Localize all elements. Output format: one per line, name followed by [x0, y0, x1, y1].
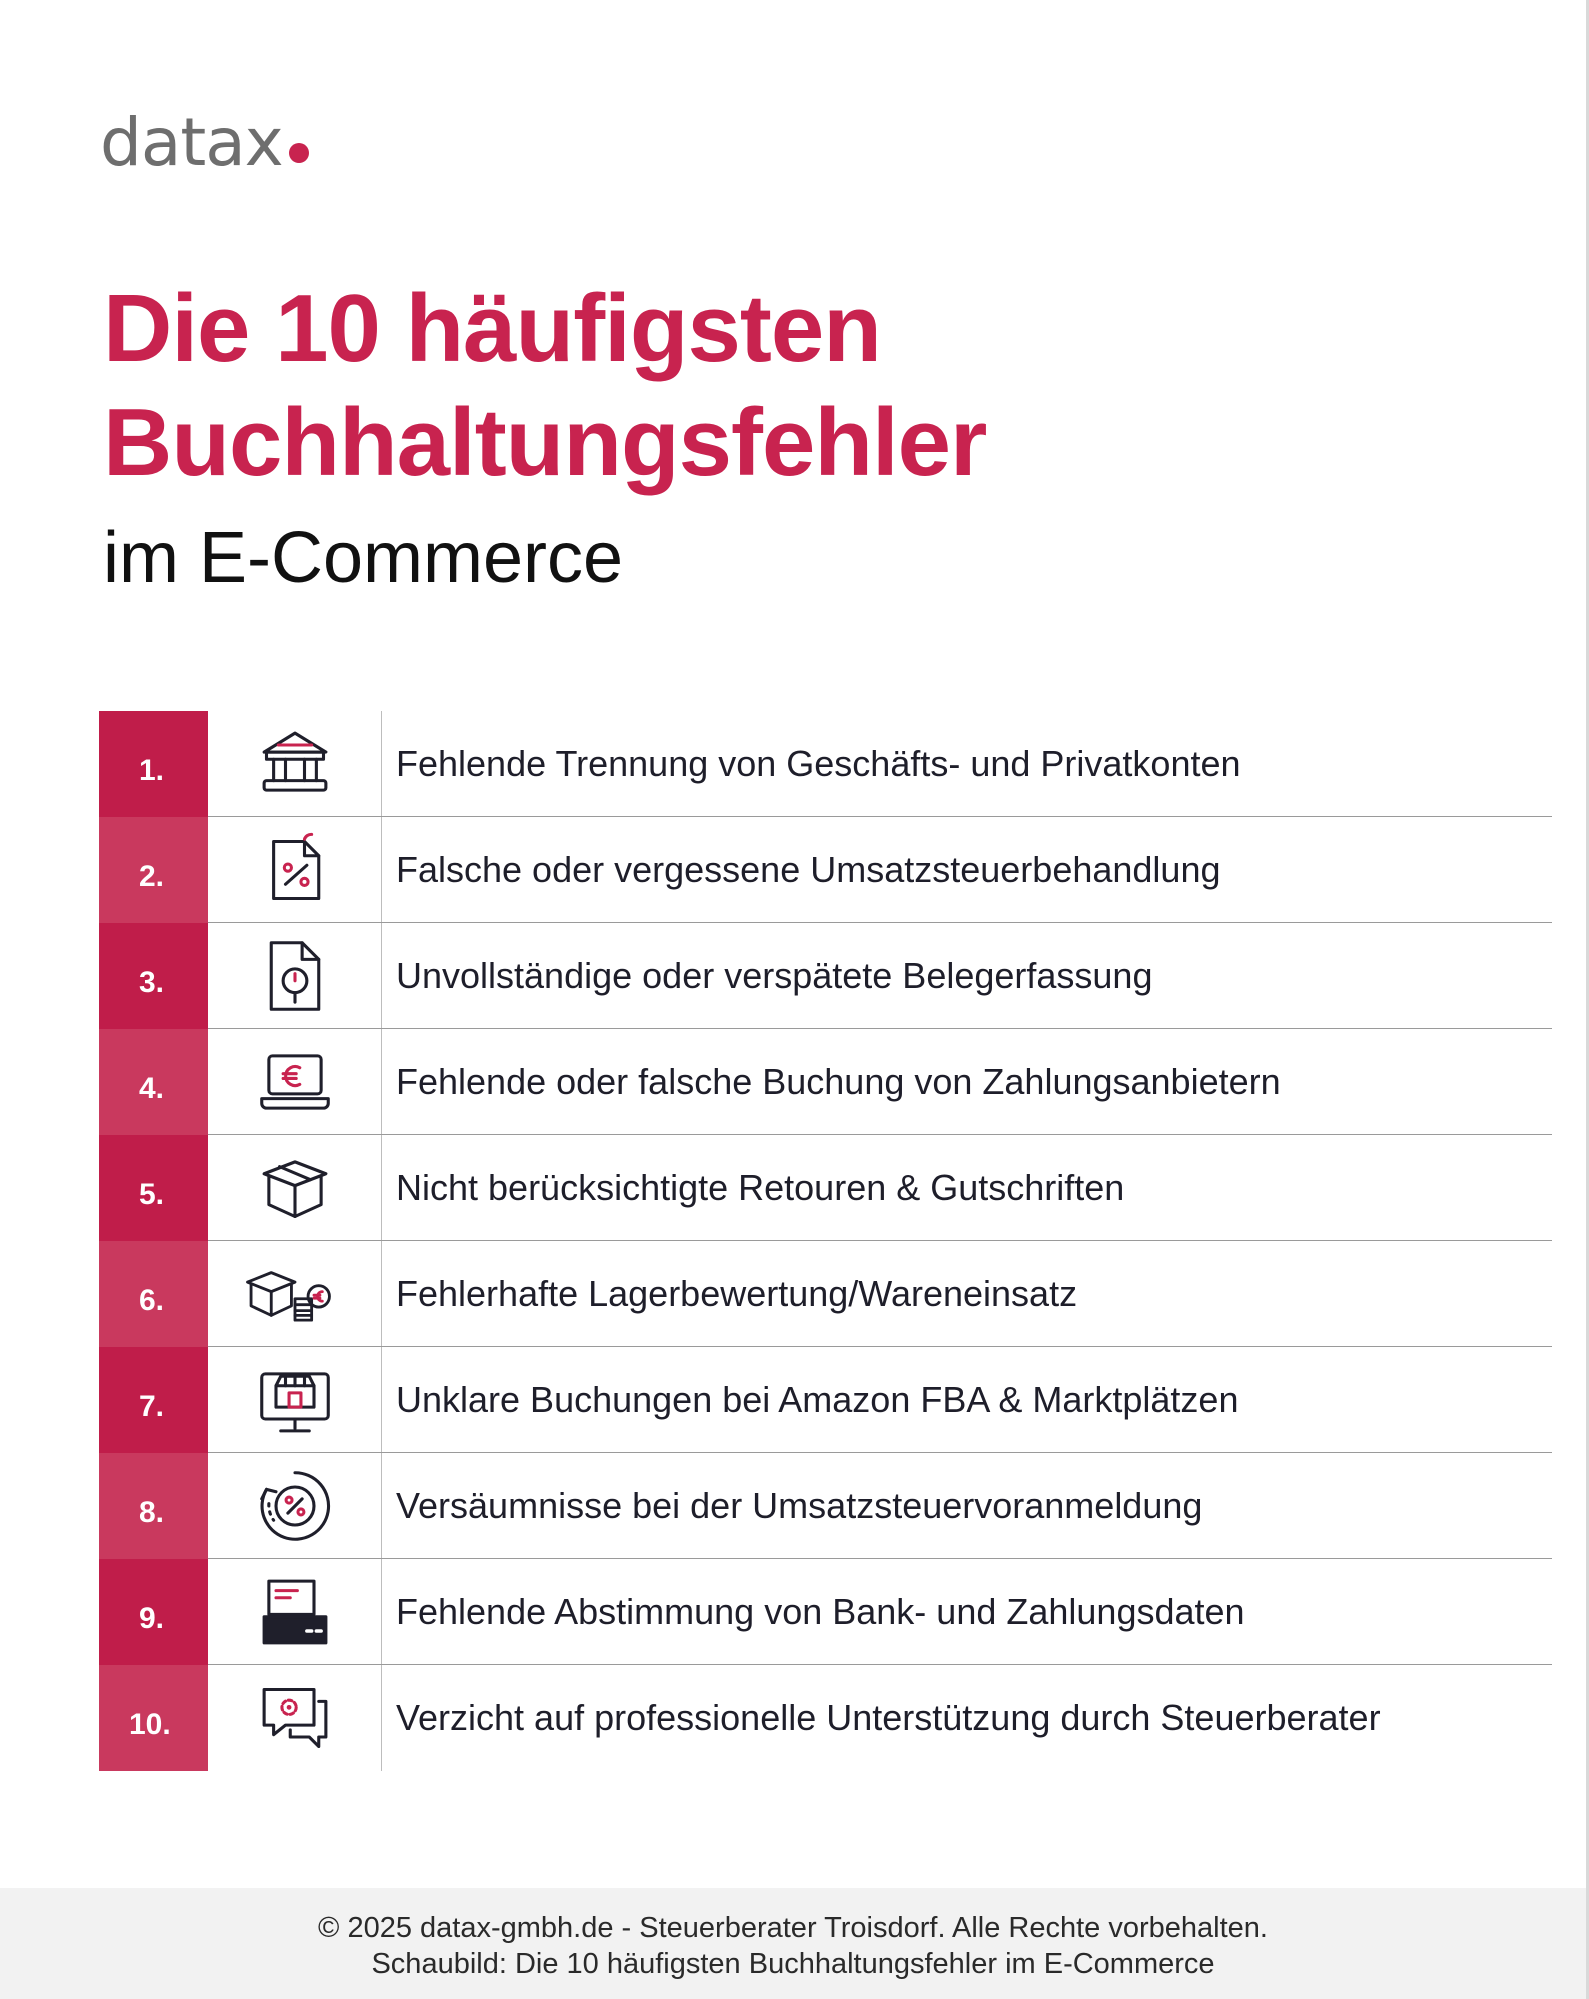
- page-subtitle: im E-Commerce: [103, 518, 624, 598]
- item-number: 9.: [99, 1559, 208, 1665]
- percent-cycle-icon: [257, 1468, 333, 1544]
- item-text: Fehlende Abstimmung von Bank- und Zahlungsdaten: [396, 1591, 1245, 1632]
- caption-text: Schaubild: Die 10 häufigsten Buchhaltungsfehler im E-Commerce: [371, 1948, 1215, 1980]
- item-text: Fehlende oder falsche Buchung von Zahlungsanbietern: [396, 1061, 1281, 1102]
- list-item: [99, 1665, 1552, 1771]
- item-text: Unvollständige oder verspätete Belegerfassung: [396, 955, 1153, 996]
- list-item: [99, 817, 1552, 923]
- item-number: 8.: [99, 1453, 208, 1559]
- laptop-euro-icon: [257, 1044, 333, 1120]
- item-number: 10.: [99, 1665, 208, 1771]
- title-line-1: Die 10 häufigsten: [103, 275, 881, 382]
- payment-terminal-icon: [257, 1574, 333, 1650]
- inventory-coins-icon: [247, 1256, 343, 1332]
- item-text: Unklare Buchungen bei Amazon FBA & Marktplätzen: [396, 1379, 1239, 1420]
- list-item: [99, 1241, 1552, 1347]
- item-number: 1.: [99, 711, 208, 817]
- copyright-text: © 2025 datax-gmbh.de - Steuerberater Troisdorf. Alle Rechte vorbehalten.: [318, 1912, 1268, 1944]
- page-title: [103, 272, 986, 500]
- datax-logo: [100, 104, 309, 181]
- item-number: 6.: [99, 1241, 208, 1347]
- item-text: Versäumnisse bei der Umsatzsteuervoranmeldung: [396, 1485, 1203, 1526]
- title-line-2: Buchhaltungsfehler: [103, 389, 987, 496]
- mistakes-list: [99, 711, 1552, 1771]
- support-chat-icon: [257, 1680, 333, 1756]
- item-number: 7.: [99, 1347, 208, 1453]
- item-number: 2.: [99, 817, 208, 923]
- tax-document-icon: [257, 832, 333, 908]
- item-text: Verzicht auf professionelle Unterstützung durch Steuerberater: [396, 1697, 1381, 1738]
- list-item: [99, 923, 1552, 1029]
- item-text: Fehlerhafte Lagerbewertung/Wareneinsatz: [396, 1273, 1078, 1314]
- logo-dot: [289, 143, 309, 163]
- list-item: [99, 711, 1552, 817]
- item-text: Fehlende Trennung von Geschäfts- und Privatkonten: [396, 743, 1241, 784]
- list-item: [99, 1029, 1552, 1135]
- online-store-icon: [257, 1362, 333, 1438]
- item-text: Falsche oder vergessene Umsatzsteuerbehandlung: [396, 849, 1221, 890]
- footer: [0, 1888, 1586, 1999]
- document-search-icon: [257, 938, 333, 1014]
- item-number: 5.: [99, 1135, 208, 1241]
- list-item: [99, 1453, 1552, 1559]
- item-number: 4.: [99, 1029, 208, 1135]
- logo-text: datax: [100, 104, 283, 181]
- list-item: [99, 1559, 1552, 1665]
- bank-icon: [257, 726, 333, 802]
- item-text: Nicht berücksichtigte Retouren & Gutschriften: [396, 1167, 1125, 1208]
- package-icon: [257, 1150, 333, 1226]
- item-number: 3.: [99, 923, 208, 1029]
- list-item: [99, 1347, 1552, 1453]
- list-item: [99, 1135, 1552, 1241]
